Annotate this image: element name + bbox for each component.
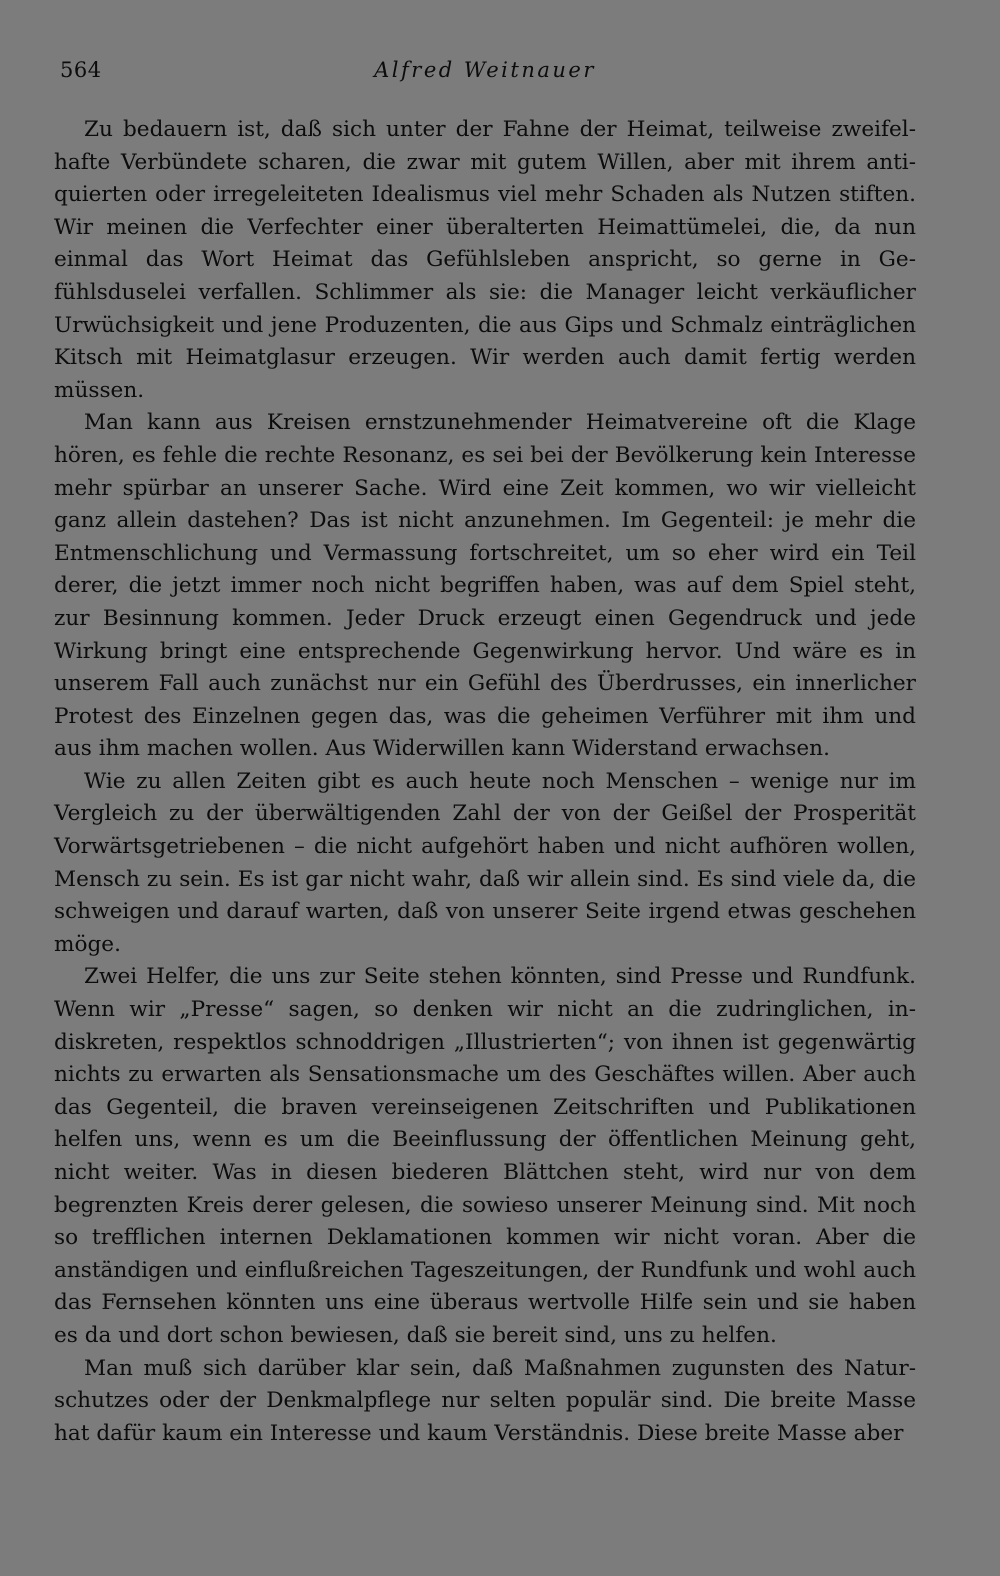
paragraph: Man kann aus Kreisen ernstzunehmender Heimatvereine oft die Klage hören, es fehle die rechte Resonanz, es sei bei der Bevölkerung kein Interesse mehr spürbar an unserer Sache. Wird eine Zeit kommen, wo wir vielleicht ganz allein dastehen? Das ist nicht anzunehmen. Im Gegenteil: je mehr die Entmenschlichung und Vermassung fortschreitet, um so eher wird ein Teil derer, die jetzt immer noch nicht begriffen haben, was auf dem Spiel steht, zur Besinnung kommen. Jeder Druck erzeugt einen Gegendruck und jede Wirkung bringt eine entsprechende Gegenwirkung hervor. Und wäre es in unserem Fall auch zunächst nur ein Gefühl des Überdrusses, ein innerlicher Protest des Einzelnen gegen das, was die geheimen Verführer mit ihm und aus ihm machen wollen. Aus Widerwillen kann Widerstand erwachsen. [54, 410, 916, 762]
paragraph: Wie zu allen Zeiten gibt es auch heute noch Menschen – wenige nur im Vergleich zu der überwältigenden Zahl der von der Geißel der Prosperität Vorwärtsgetriebenen – die nicht aufgehört haben und nicht aufhören wollen, Mensch zu sein. Es ist gar nicht wahr, daß wir allein sind. Es sind viele da, die schweigen und darauf warten, daß von unserer Seite irgend etwas geschehen möge. [54, 768, 916, 957]
page-header [54, 54, 916, 90]
book-page [54, 54, 916, 1554]
body-text [54, 114, 916, 1450]
running-head-author: Alfred Weitnauer [374, 58, 596, 82]
paragraph: Man muß sich darüber klar sein, daß Maßnahmen zugunsten des Naturschutzes oder der Denkmalpflege nur selten populär sind. Die breite Masse hat dafür kaum ein Interesse und kaum Verständnis. Diese breite Masse aber [54, 1355, 916, 1446]
paragraph: Zu bedauern ist, daß sich unter der Fahne der Heimat, teilweise zweifelhafte Verbündete scharen, die zwar mit gutem Willen, aber mit ihrem antiquierten oder irregeleiteten Idealismus viel mehr Schaden als Nutzen stiften. Wir meinen die Verfechter einer überalterten Heimattümelei, die, da nun einmal das Wort Heimat das Gefühlsleben anspricht, so gerne in Gefühlsduselei verfallen. Schlimmer als sie: die Manager leicht verkäuflicher Urwüchsigkeit und jene Produzenten, die aus Gips und Schmalz einträglichen Kitsch mit Heimatglasur erzeugen. Wir werden auch damit fertig werden müssen. [54, 117, 916, 403]
page-number: 564 [60, 58, 102, 82]
paragraph: Zwei Helfer, die uns zur Seite stehen könnten, sind Presse und Rundfunk. Wenn wir „Presse“ sagen, so denken wir nicht an die zudringlichen, indiskreten, respektlos schnoddrigen „Illustrierten“; von ihnen ist gegenwärtig nichts zu erwarten als Sensationsmache um des Geschäftes willen. Aber auch das Gegenteil, die braven vereinseigenen Zeitschriften und Publikationen helfen uns, wenn es um die Beeinflussung der öffentlichen Meinung geht, nicht weiter. Was in diesen biederen Blättchen steht, wird nur von dem begrenzten Kreis derer gelesen, die sowieso unserer Meinung sind. Mit noch so trefflichen internen Deklamationen kommen wir nicht voran. Aber die anständigen und einflußreichen Tageszeitungen, der Rundfunk und wohl auch das Fernsehen könnten uns eine überaus wertvolle Hilfe sein und sie haben es da und dort schon bewiesen, daß sie bereit sind, uns zu helfen. [54, 964, 916, 1348]
